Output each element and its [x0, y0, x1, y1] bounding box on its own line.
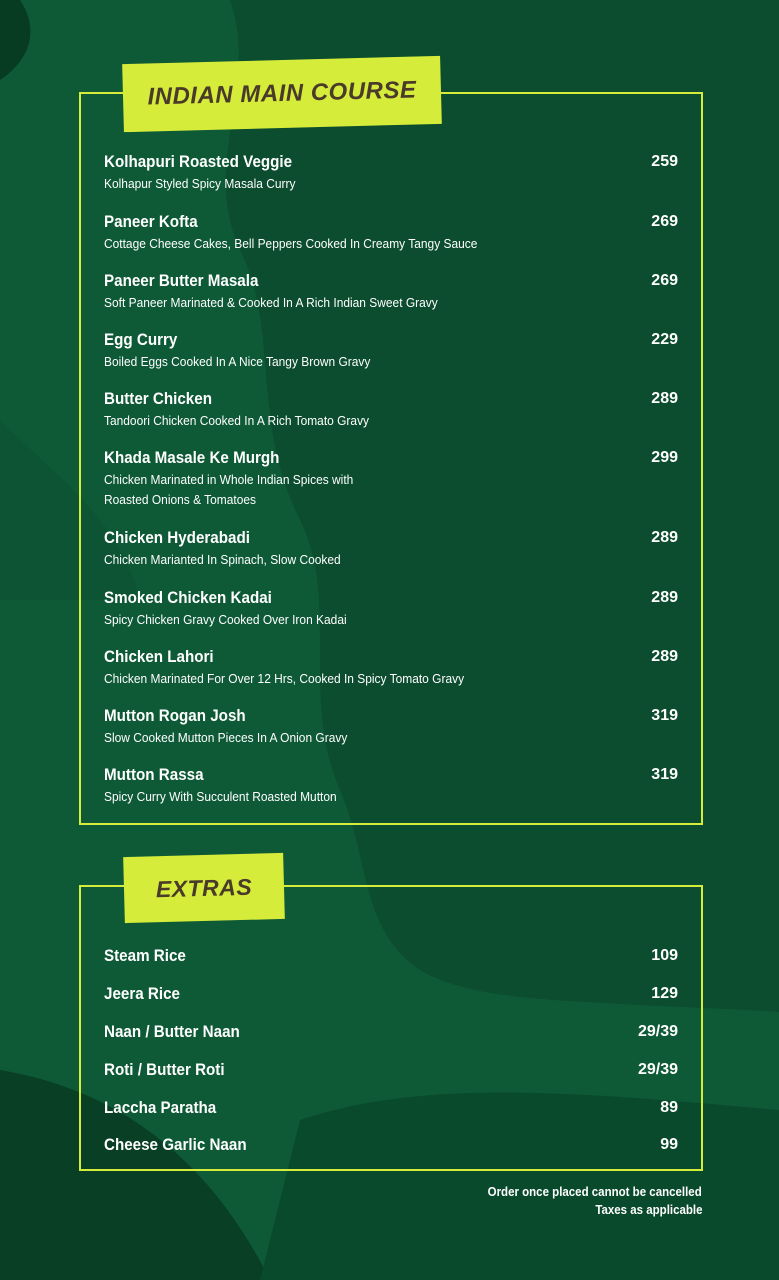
menu-item-name: Kolhapuri Roasted Veggie: [104, 153, 293, 171]
menu-item-price: 319: [651, 707, 678, 724]
menu-item: [104, 212, 678, 254]
extra-item: [104, 1097, 678, 1119]
extra-item: [104, 983, 678, 1005]
extra-item-name: Roti / Butter Roti: [104, 1061, 225, 1079]
menu-item: [104, 647, 678, 689]
menu-item-price: 289: [651, 390, 678, 407]
menu-item: [104, 271, 678, 313]
menu-item-price: 289: [651, 529, 678, 546]
menu-item-description: Soft Paneer Marinated & Cooked In A Rich Indian Sweet Gravy: [104, 295, 438, 310]
menu-item-name: Butter Chicken: [104, 390, 212, 408]
extra-item-price: 99: [660, 1136, 678, 1153]
menu-item-name: Paneer Kofta: [104, 213, 198, 231]
extra-item-name: Naan / Butter Naan: [104, 1023, 240, 1041]
extra-item: [104, 1134, 678, 1156]
menu-item-description: Chicken Marinated For Over 12 Hrs, Cooked In Spicy Tomato Gravy: [104, 671, 465, 686]
extra-item-name: Steam Rice: [104, 947, 186, 965]
menu-item: [104, 152, 678, 194]
menu-item-price: 289: [651, 648, 678, 665]
menu-item-description: Spicy Chicken Gravy Cooked Over Iron Kadai: [104, 612, 347, 627]
extras-heading: EXTRAS: [155, 873, 253, 902]
menu-item-description-line2: Roasted Onions & Tomatoes: [104, 492, 257, 507]
menu-item-name: Smoked Chicken Kadai: [104, 589, 272, 607]
menu-item-description: Tandoori Chicken Cooked In A Rich Tomato Gravy: [104, 413, 370, 428]
menu-item: [104, 765, 678, 807]
extra-item-price: 109: [651, 947, 678, 964]
menu-item-name: Egg Curry: [104, 331, 178, 349]
menu-item-price: 289: [651, 589, 678, 606]
menu-item-name: Khada Masale Ke Murgh: [104, 449, 280, 467]
extra-item-price: 129: [651, 985, 678, 1002]
menu-item-name: Chicken Lahori: [104, 648, 214, 666]
menu-item-price: 269: [651, 213, 678, 230]
menu-item-name: Paneer Butter Masala: [104, 272, 259, 290]
menu-item-description: Spicy Curry With Succulent Roasted Mutton: [104, 789, 337, 804]
extra-item-price: 89: [660, 1099, 678, 1116]
menu-item: [104, 588, 678, 630]
menu-item-name: Mutton Rogan Josh: [104, 707, 246, 725]
extra-item-price: 29/39: [637, 1023, 678, 1040]
menu-item-description: Cottage Cheese Cakes, Bell Peppers Cooked In Creamy Tangy Sauce: [104, 236, 478, 251]
main-course-heading: INDIAN MAIN COURSE: [147, 76, 417, 111]
menu-item-name: Mutton Rassa: [104, 766, 204, 784]
main-course-heading-label: [122, 56, 442, 132]
extra-item-name: Cheese Garlic Naan: [104, 1136, 247, 1154]
menu-item-description: Slow Cooked Mutton Pieces In A Onion Gravy: [104, 730, 348, 745]
menu-item: [104, 330, 678, 372]
menu-item-name: Chicken Hyderabadi: [104, 529, 250, 547]
footer-note-cancellation: Order once placed cannot be cancelled: [487, 1185, 702, 1199]
menu-item-price: 259: [651, 153, 678, 170]
extra-item: [104, 1059, 678, 1081]
menu-item-description: Chicken Marianted In Spinach, Slow Cooked: [104, 552, 341, 567]
extra-item-name: Jeera Rice: [104, 985, 180, 1003]
menu-item: [104, 706, 678, 748]
menu-item-description: Kolhapur Styled Spicy Masala Curry: [104, 176, 296, 191]
menu-item-price: 269: [651, 272, 678, 289]
menu-item-description: Boiled Eggs Cooked In A Nice Tangy Brown Gravy: [104, 354, 371, 369]
menu-item-description: Chicken Marinated in Whole Indian Spices with: [104, 472, 354, 487]
extra-item: [104, 1021, 678, 1043]
menu-item: [104, 448, 678, 510]
menu-item: [104, 528, 678, 570]
menu-item-price: 319: [651, 766, 678, 783]
extra-item-price: 29/39: [637, 1061, 678, 1078]
extra-item-name: Laccha Paratha: [104, 1099, 217, 1117]
extras-heading-label: [123, 853, 285, 923]
extra-item: [104, 945, 678, 967]
menu-item-price: 229: [651, 331, 678, 348]
menu-item-price: 299: [651, 449, 678, 466]
menu-item: [104, 389, 678, 431]
footer-note-taxes: Taxes as applicable: [594, 1203, 702, 1217]
